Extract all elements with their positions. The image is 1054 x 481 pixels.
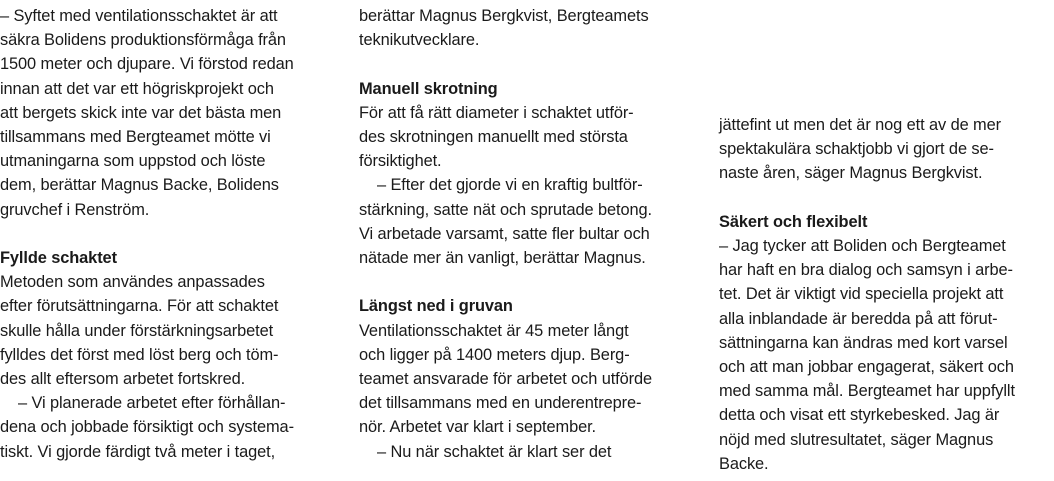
- text-line: des skrotningen manuellt med största: [359, 128, 628, 146]
- text-line: dem, berättar Magnus Backe, Bolidens: [0, 176, 279, 195]
- text-line: detta och visat ett styrkebesked. Jag är: [719, 406, 1000, 425]
- text-line: tillsammans med Bergteamet mötte vi: [0, 128, 271, 147]
- text-line: sättningarna kan ändras med kort varsel: [719, 333, 1008, 352]
- text-line: tiskt. Vi gjorde färdigt två meter i taget,: [0, 442, 276, 461]
- paragraph-gap: [0, 222, 340, 246]
- text-line: säkra Bolidens produktionsförmåga från: [0, 31, 286, 50]
- text-line: Backe.: [719, 454, 769, 473]
- text-line: – Jag tycker att Boliden och Bergteamet: [719, 237, 1006, 255]
- section-heading: Manuell skrotning: [359, 79, 498, 98]
- paragraph: [719, 234, 1054, 476]
- paragraph: [719, 113, 1054, 186]
- text-line: nöjd med slutresultatet, säger Magnus: [719, 430, 994, 449]
- text-line: och att man jobbar engagerat, säkert och: [719, 358, 1014, 377]
- paragraph: [359, 4, 699, 52]
- paragraph: [0, 391, 340, 464]
- column-1: [0, 4, 340, 464]
- text-line: – Syftet med ventilationsschaktet är att: [0, 7, 278, 25]
- text-line: och ligger på 1400 meters djup. Berg-: [359, 345, 630, 364]
- paragraph: [359, 319, 699, 440]
- text-line: utmaningarna som uppstod och löste: [0, 152, 266, 171]
- column-3: [719, 113, 1054, 476]
- text-line: att bergets skick inte var det bästa men: [0, 103, 282, 122]
- paragraph-gap: [359, 270, 699, 294]
- text-line: Vi arbetade varsamt, satte fler bultar och: [359, 224, 650, 243]
- text-line: innan att det var ett högriskprojekt och: [0, 79, 274, 98]
- paragraph: [359, 101, 699, 174]
- text-line: dena och jobbade försiktigt och systema-: [0, 418, 294, 437]
- text-line: Metoden som användes anpassades: [0, 273, 265, 292]
- text-line: försiktighet.: [359, 152, 442, 171]
- paragraph: [359, 440, 699, 464]
- section-heading: Fyllde schaktet: [0, 249, 117, 268]
- text-line: des allt eftersom arbetet fortskred.: [0, 370, 246, 389]
- paragraph: [0, 4, 340, 222]
- text-line: För att få rätt diameter i schaktet utför-: [359, 103, 634, 122]
- text-line: nätade mer än vanligt, berättar Magnus.: [359, 249, 646, 268]
- paragraph: [0, 270, 340, 391]
- text-line: naste åren, säger Magnus Bergkvist.: [719, 164, 983, 183]
- paragraph-gap: [719, 186, 1054, 210]
- paragraph: [359, 173, 699, 270]
- text-line: jättefint ut men det är nog ett av de mer: [719, 116, 1001, 134]
- text-line: med samma mål. Bergteamet har uppfyllt: [719, 382, 1015, 401]
- paragraph-gap: [359, 52, 699, 76]
- text-line: berättar Magnus Bergkvist, Bergteamets: [359, 7, 649, 25]
- text-line: gruvchef i Renström.: [0, 200, 150, 219]
- text-line: stärkning, satte nät och sprutade betong.: [359, 200, 652, 219]
- text-line: skulle hålla under förstärkningsarbetet: [0, 321, 274, 340]
- text-line: tet. Det är viktigt vid speciella projekt att: [719, 285, 1004, 304]
- text-line: – Efter det gjorde vi en kraftig bultför-: [377, 176, 643, 195]
- text-line: efter förutsättningarna. För att schaktet: [0, 297, 279, 316]
- text-line: – Vi planerade arbetet efter förhållan-: [18, 394, 286, 413]
- text-line: alla inblandade är beredda på att förut-: [719, 309, 998, 328]
- text-line: – Nu när schaktet är klart ser det: [377, 442, 612, 461]
- text-line: har haft en bra dialog och samsyn i arbe-: [719, 261, 1013, 280]
- text-line: 1500 meter och djupare. Vi förstod redan: [0, 55, 294, 74]
- text-line: fylldes det först med löst berg och töm-: [0, 345, 279, 364]
- section-heading: Säkert och flexibelt: [719, 212, 868, 231]
- text-line: Ventilationsschaktet är 45 meter långt: [359, 321, 629, 340]
- text-line: teamet ansvarade för arbetet och utförde: [359, 370, 653, 389]
- text-line: nör. Arbetet var klart i september.: [359, 418, 597, 437]
- text-line: spektakulära schaktjobb vi gjort de se-: [719, 140, 994, 159]
- column-2: [359, 4, 699, 464]
- text-line: teknikutvecklare.: [359, 31, 480, 50]
- text-line: det tillsammans med en underentrepre-: [359, 394, 642, 413]
- section-heading: Längst ned i gruvan: [359, 297, 513, 316]
